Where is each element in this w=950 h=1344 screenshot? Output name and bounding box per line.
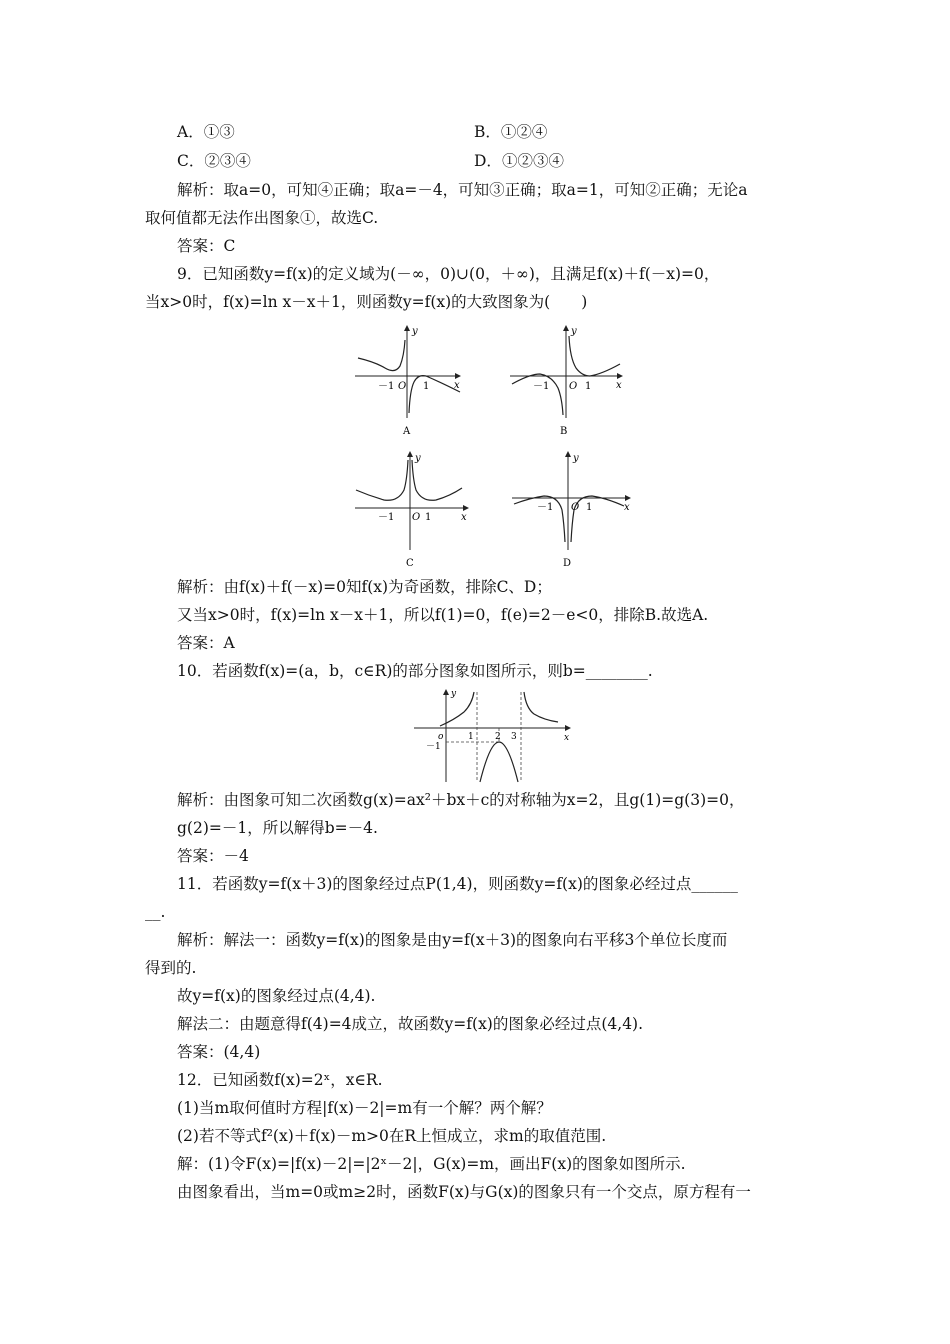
- q12-solution-line1: 解：(1)令F(x)=|f(x)－2|=|2ˣ－2|，G(x)=m，画出F(x)的图象如图所示.: [177, 1155, 686, 1173]
- q11-analysis-line3: 故y=f(x)的图象经过点(4,4).: [177, 987, 376, 1005]
- q8-answer: 答案：C: [177, 237, 236, 255]
- x-label: x: [564, 733, 570, 743]
- one-label: 1: [425, 512, 432, 523]
- q12-solution-line2: 由图象看出，当m=0或m≥2时，函数F(x)与G(x)的图象只有一个交点，原方程有一: [177, 1183, 751, 1201]
- x-label: x: [461, 512, 467, 523]
- graph-c-label: C: [406, 558, 414, 569]
- q8-analysis-line1: 解析：取a=0，可知④正确；取a=－4，可知③正确；取a=1，可知②正确；无论a: [177, 181, 748, 199]
- option-letter: B．: [474, 123, 501, 141]
- option-text: ①②④: [500, 123, 548, 141]
- y-label: y: [571, 326, 577, 337]
- neg-one-label: －1: [378, 381, 395, 392]
- graph-b-label: B: [560, 426, 568, 437]
- origin-label: o: [438, 732, 444, 742]
- q9-analysis-line2: 又当x>0时，f(x)=ln x－x＋1，所以f(1)=0，f(e)=2－e<0，排除B.故选A.: [177, 606, 709, 624]
- q10-analysis-line2: g(2)=－1，所以解得b=－4.: [177, 819, 378, 837]
- one-label: 1: [423, 381, 430, 392]
- curve-right: [409, 376, 460, 413]
- option-c: [177, 151, 251, 171]
- graph-c: [355, 452, 468, 569]
- option-letter: A．: [177, 123, 204, 141]
- one-label: 1: [468, 732, 474, 742]
- neg-one-label: －1: [378, 512, 395, 523]
- neg-one-label: －1: [426, 742, 441, 752]
- y-label: y: [573, 453, 579, 464]
- option-text: ①②③④: [501, 152, 564, 170]
- q8-analysis-line2: 取何值都无法作出图象①，故选C.: [145, 209, 379, 227]
- q11-answer: 答案：(4,4): [177, 1043, 261, 1061]
- graph-a: [355, 326, 460, 437]
- q10-stem: 10．若函数f(x)=(a，b，c∈R)的部分图象如图所示，则b=________.: [177, 662, 653, 680]
- y-label: y: [451, 689, 457, 699]
- origin-label: O: [398, 381, 407, 392]
- q11-analysis-line1: 解析：解法一：函数y=f(x)的图象是由y=f(x＋3)的图象向右平移3个单位长度而: [177, 931, 728, 949]
- q10-answer: 答案：－4: [177, 847, 249, 865]
- q10-graph: [410, 686, 580, 786]
- q9-graphs: [340, 318, 650, 573]
- q10-analysis-line1: 解析：由图象可知二次函数g(x)=ax²＋bx＋c的对称轴为x=2，且g(1)=g(3)=0，: [177, 791, 745, 809]
- graph-b: [510, 326, 622, 437]
- q12-part2: (2)若不等式f²(x)＋f(x)－m>0在R上恒成立，求m的取值范围.: [177, 1127, 607, 1145]
- curve-left: [358, 340, 405, 371]
- x-label: x: [616, 380, 622, 391]
- option-d: [474, 151, 564, 171]
- x-label: x: [624, 502, 630, 513]
- curve-right: [569, 336, 620, 376]
- one-label: 1: [585, 381, 592, 392]
- y-label: y: [415, 453, 421, 464]
- q9-analysis-line1: 解析：由f(x)＋f(－x)=0知f(x)为奇函数，排除C、D；: [177, 578, 552, 596]
- option-letter: C．: [177, 152, 205, 170]
- curve-left: [440, 692, 474, 726]
- q12-stem: 12．已知函数f(x)=2ˣ，x∈R.: [177, 1071, 383, 1089]
- curve-right: [412, 460, 462, 500]
- curve-middle: [480, 742, 518, 782]
- graph-d-label: D: [563, 558, 572, 569]
- two-label: 2: [495, 732, 501, 742]
- neg-one-label: －1: [537, 502, 554, 513]
- q9-answer: 答案：A: [177, 634, 235, 652]
- option-a: [177, 122, 235, 142]
- neg-one-label: －1: [533, 381, 550, 392]
- curve-left: [356, 460, 408, 500]
- three-label: 3: [511, 732, 517, 742]
- y-label: y: [412, 326, 418, 337]
- q9-stem-line1: 9．已知函数y=f(x)的定义域为(－∞，0)∪(0，＋∞)，且满足f(x)＋f(－x)=0，: [177, 265, 720, 283]
- q9-stem-line2: 当x>0时，f(x)=ln x－x＋1，则函数y=f(x)的大致图象为( ): [145, 293, 588, 311]
- q12-part1: (1)当m取何值时方程|f(x)－2|=m有一个解？两个解？: [177, 1099, 552, 1117]
- q11-stem-line2: __.: [145, 903, 166, 921]
- curve-right: [524, 692, 558, 722]
- x-label: x: [454, 380, 460, 391]
- origin-label: O: [571, 502, 580, 513]
- q11-stem-line1: 11．若函数y=f(x＋3)的图象经过点P(1,4)，则函数y=f(x)的图象必经过点______: [177, 875, 738, 893]
- origin-label: O: [569, 381, 578, 392]
- graph-a-label: A: [403, 426, 411, 437]
- graph-d: [512, 452, 630, 569]
- option-letter: D．: [474, 152, 502, 170]
- option-text: ②③④: [204, 152, 251, 170]
- option-text: ①③: [203, 123, 235, 141]
- option-b: [474, 122, 547, 142]
- one-label: 1: [586, 502, 593, 513]
- q11-analysis-line4: 解法二：由题意得f(4)=4成立，故函数y=f(x)的图象必经过点(4,4).: [177, 1015, 644, 1033]
- origin-label: O: [412, 512, 421, 523]
- q11-analysis-line2: 得到的.: [145, 959, 197, 977]
